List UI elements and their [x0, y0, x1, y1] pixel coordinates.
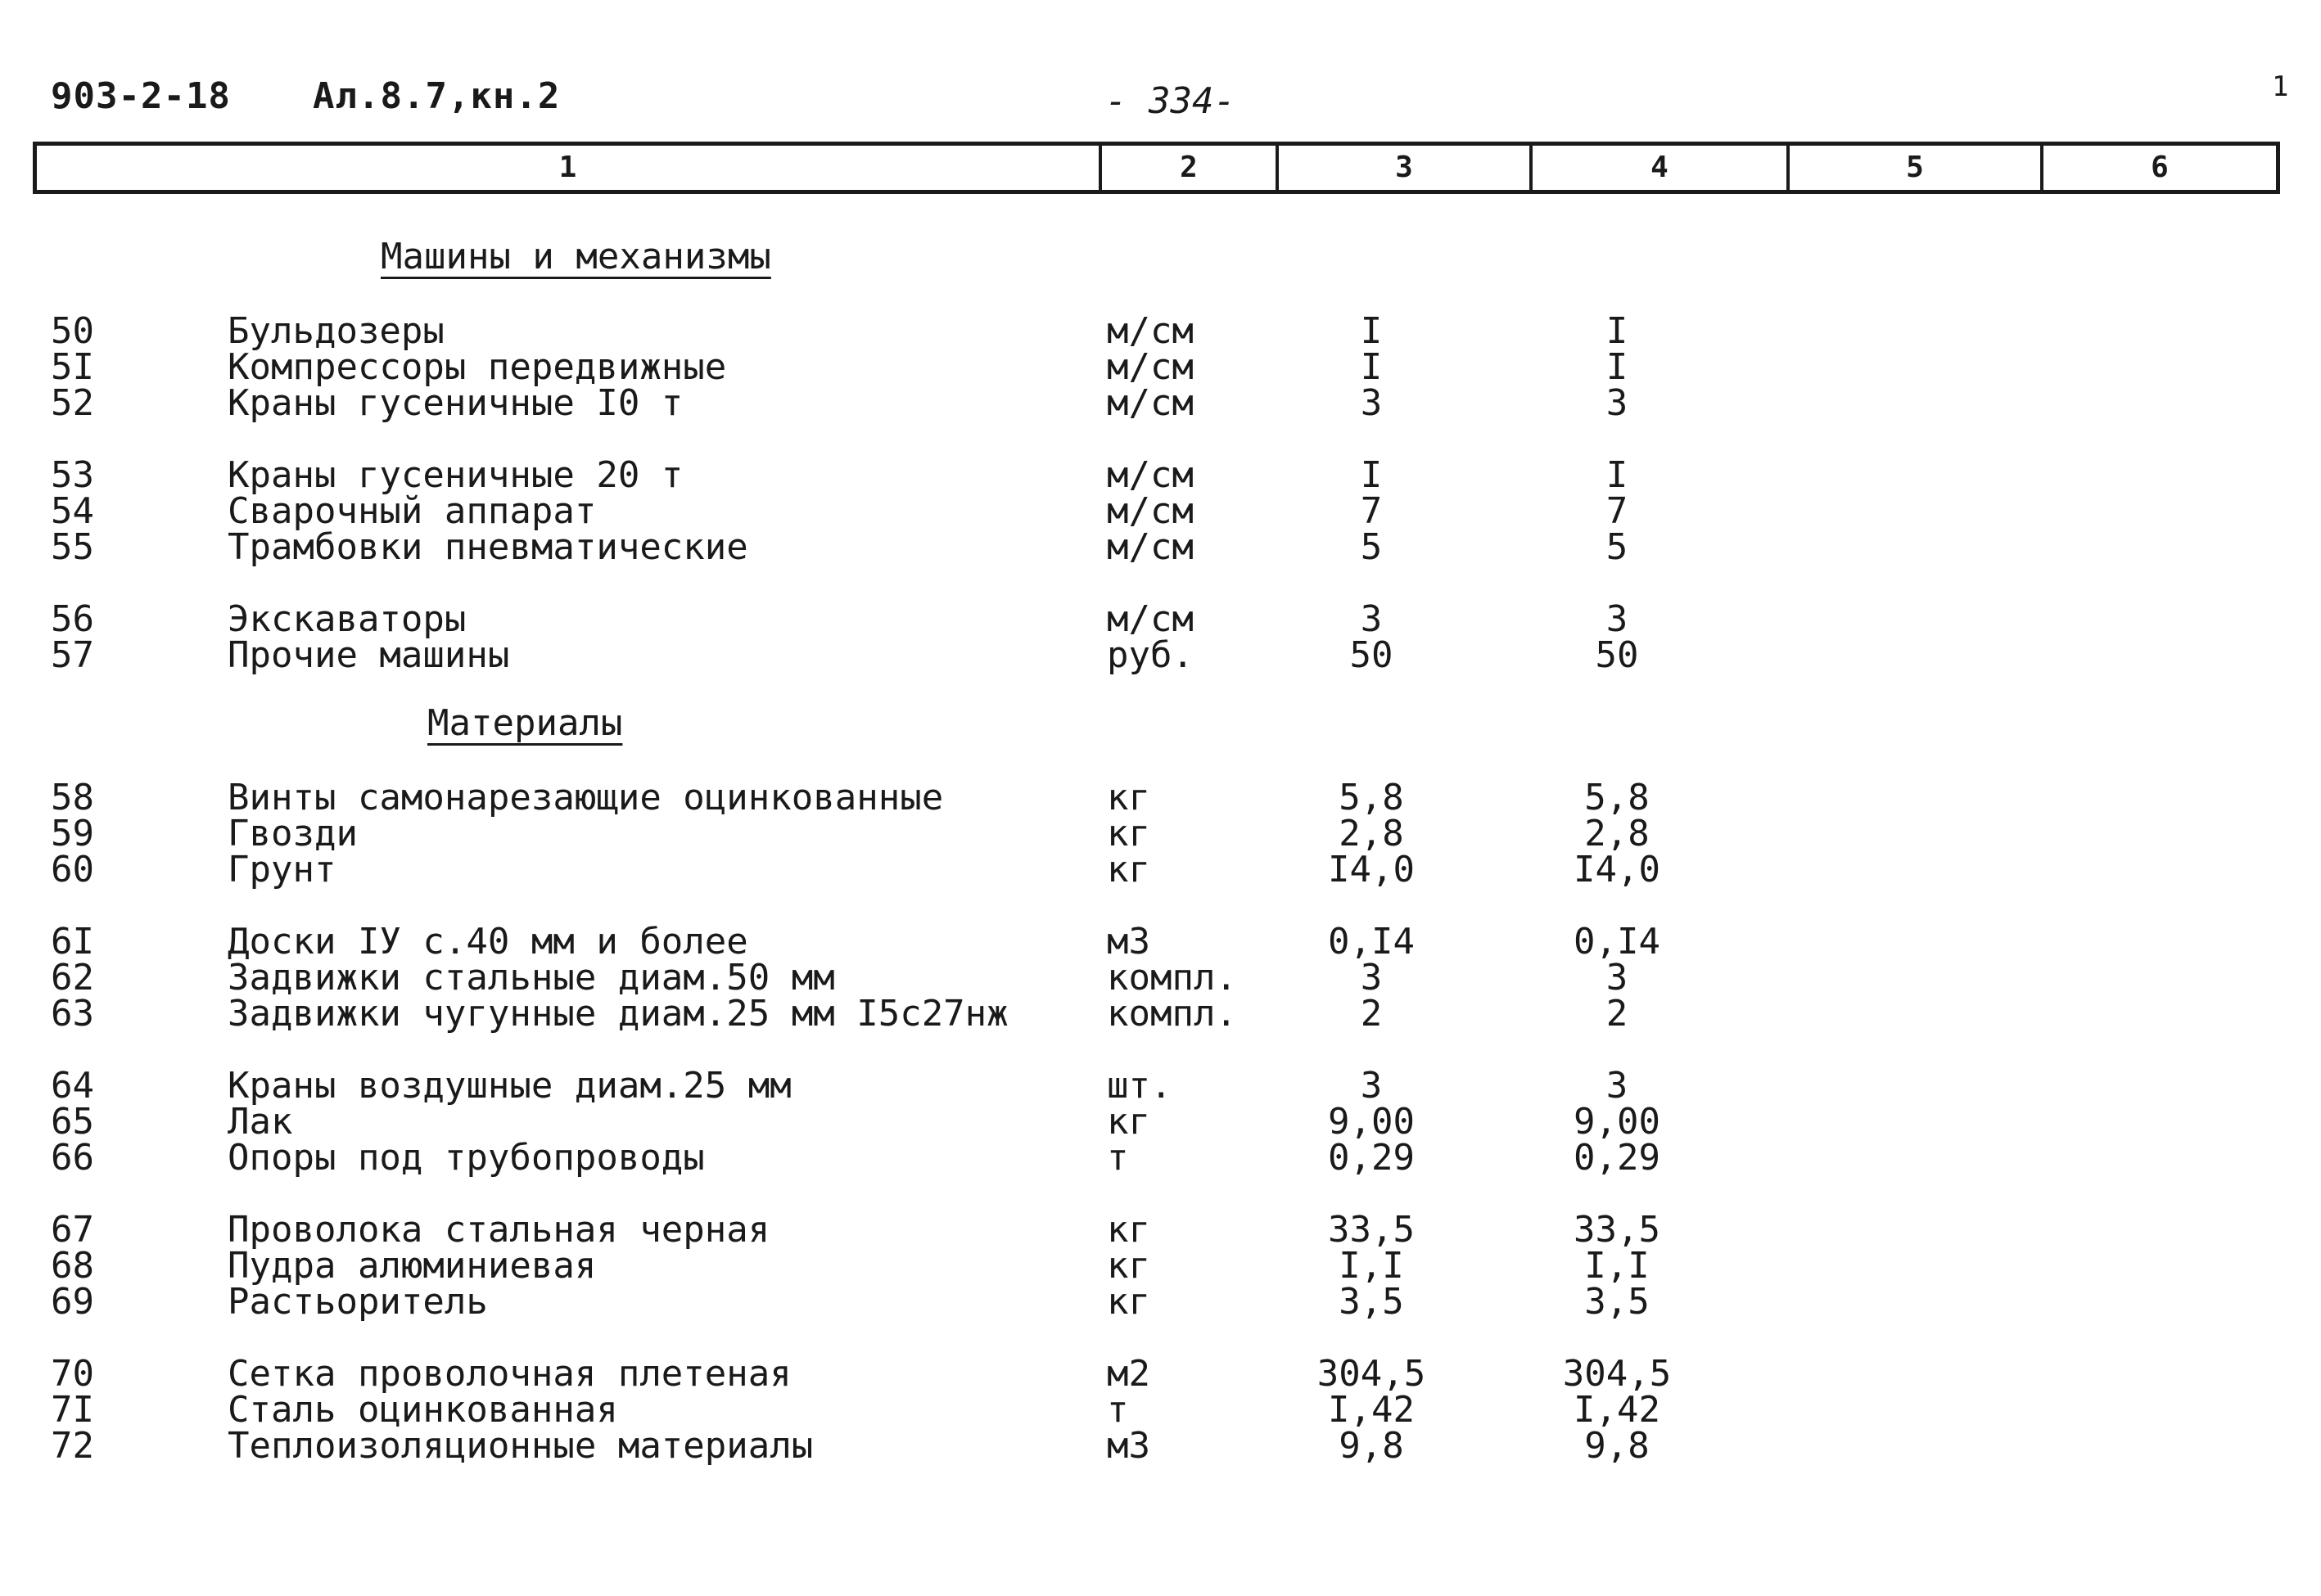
row-name: Лак	[228, 1101, 293, 1143]
row-number: 5I	[51, 346, 94, 388]
row-value-col3: 3,5	[1339, 1281, 1404, 1323]
row-value-col4: I	[1605, 346, 1628, 388]
row-name: Винты самонарезающие оцинкованные	[228, 777, 944, 818]
row-value-col4: 3,5	[1584, 1281, 1650, 1323]
row-number: 7I	[51, 1389, 94, 1431]
column-header-2: 2	[1180, 151, 1198, 184]
row-number: 58	[51, 777, 94, 818]
row-unit: м/см	[1107, 454, 1194, 496]
row-name: Пудра алюминиевая	[228, 1245, 597, 1287]
row-unit: м/см	[1107, 346, 1194, 388]
table-row	[0, 526, 2321, 568]
row-name: Теплоизоляционные материалы	[228, 1425, 814, 1467]
row-value-col3: I	[1360, 454, 1383, 496]
table-row	[0, 1247, 2321, 1285]
row-value-col3: 50	[1349, 634, 1393, 676]
row-unit: кг	[1107, 849, 1150, 890]
row-unit: компл.	[1107, 957, 1237, 999]
column-header-6: 6	[2151, 151, 2169, 184]
row-unit: кг	[1107, 777, 1150, 818]
table-row	[0, 995, 2321, 1033]
row-value-col4: I,42	[1574, 1389, 1660, 1431]
row-unit: т	[1107, 1389, 1129, 1431]
row-value-col3: 3	[1360, 957, 1383, 999]
table-row	[0, 310, 2321, 352]
section-title-machines: Машины и механизмы	[381, 236, 771, 277]
corner-mark: 1	[2272, 70, 2289, 103]
row-unit: кг	[1107, 1101, 1150, 1143]
row-number: 60	[51, 849, 94, 890]
column-header-3: 3	[1395, 151, 1413, 184]
row-number: 54	[51, 490, 94, 532]
row-number: 55	[51, 526, 94, 568]
row-unit: м/см	[1107, 526, 1194, 568]
row-value-col4: 3	[1605, 382, 1628, 424]
row-name: Задвижки чугунные диам.25 мм I5с27нж	[228, 993, 1009, 1035]
row-name: Краны гусеничные 20 т	[228, 454, 684, 496]
row-number: 53	[51, 454, 94, 496]
table-row	[0, 1391, 2321, 1429]
album-reference: Ал.8.7,кн.2	[313, 75, 561, 117]
row-value-col4: 50	[1595, 634, 1639, 676]
row-value-col3: 9,8	[1339, 1425, 1404, 1467]
table-row	[0, 454, 2321, 496]
row-unit: м/см	[1107, 310, 1194, 352]
row-unit: т	[1107, 1137, 1129, 1179]
row-value-col3: 2,8	[1339, 813, 1404, 854]
row-name: Проволока стальная черная	[228, 1209, 770, 1251]
row-name: Краны гусеничные I0 т	[228, 382, 684, 424]
row-value-col4: 5,8	[1584, 777, 1650, 818]
column-header-1: 1	[558, 151, 577, 184]
table-row	[0, 1103, 2321, 1141]
table-row	[0, 1211, 2321, 1249]
row-value-col3: 5	[1360, 526, 1383, 568]
row-unit: руб.	[1107, 634, 1194, 676]
table-row	[0, 382, 2321, 424]
row-value-col3: I4,0	[1328, 849, 1415, 890]
row-value-col3: 3	[1360, 1065, 1383, 1107]
row-name: Бульдозеры	[228, 310, 445, 352]
row-unit: м3	[1107, 921, 1150, 963]
row-name: Сварочный аппарат	[228, 490, 597, 532]
row-unit: кг	[1107, 813, 1150, 854]
row-value-col4: 3	[1605, 598, 1628, 640]
row-number: 63	[51, 993, 94, 1035]
row-name: Опоры под трубопроводы	[228, 1137, 705, 1179]
row-name: Сталь оцинкованная	[228, 1389, 618, 1431]
row-unit: кг	[1107, 1209, 1150, 1251]
row-name: Доски IУ с.40 мм и более	[228, 921, 748, 963]
row-number: 68	[51, 1245, 94, 1287]
row-value-col4: 7	[1605, 490, 1628, 532]
row-value-col4: 9,00	[1574, 1101, 1660, 1143]
row-value-col3: 3	[1360, 598, 1383, 640]
table-row	[0, 923, 2321, 961]
page-number: - 334-	[1105, 80, 1235, 122]
table-row	[0, 1355, 2321, 1393]
column-header-4: 4	[1650, 151, 1669, 184]
row-value-col4: I	[1605, 310, 1628, 352]
row-unit: м/см	[1107, 382, 1194, 424]
row-value-col3: I	[1360, 346, 1383, 388]
row-number: 59	[51, 813, 94, 854]
row-value-col3: 7	[1360, 490, 1383, 532]
row-name: Прочие машины	[228, 634, 510, 676]
table-row	[0, 1283, 2321, 1321]
column-header-bar	[33, 142, 2280, 194]
row-number: 65	[51, 1101, 94, 1143]
row-number: 50	[51, 310, 94, 352]
table-row	[0, 598, 2321, 640]
row-value-col3: 0,29	[1328, 1137, 1415, 1179]
row-value-col4: 2,8	[1584, 813, 1650, 854]
row-name: Трамбовки пневматические	[228, 526, 748, 568]
row-value-col3: 5,8	[1339, 777, 1404, 818]
table-row	[0, 1139, 2321, 1177]
table-row	[0, 815, 2321, 853]
row-name: Гвозди	[228, 813, 358, 854]
table-row	[0, 490, 2321, 532]
row-value-col4: I	[1605, 454, 1628, 496]
table-row	[0, 346, 2321, 388]
row-value-col4: 5	[1605, 526, 1628, 568]
row-value-col3: I,42	[1328, 1389, 1415, 1431]
row-number: 56	[51, 598, 94, 640]
row-number: 57	[51, 634, 94, 676]
row-unit: кг	[1107, 1245, 1150, 1287]
table-row	[0, 779, 2321, 817]
table-row	[0, 1427, 2321, 1465]
table-row	[0, 959, 2321, 997]
row-value-col3: I	[1360, 310, 1383, 352]
row-value-col3: I,I	[1339, 1245, 1404, 1287]
row-number: 69	[51, 1281, 94, 1323]
row-number: 67	[51, 1209, 94, 1251]
row-name: Компрессоры передвижные	[228, 346, 727, 388]
row-unit: м3	[1107, 1425, 1150, 1467]
table-row	[0, 851, 2321, 889]
row-name: Задвижки стальные диам.50 мм	[228, 957, 835, 999]
row-unit: кг	[1107, 1281, 1150, 1323]
row-unit: шт.	[1107, 1065, 1172, 1107]
row-number: 64	[51, 1065, 94, 1107]
row-value-col3: 2	[1360, 993, 1383, 1035]
row-unit: м/см	[1107, 490, 1194, 532]
row-value-col4: 304,5	[1562, 1353, 1672, 1395]
row-number: 72	[51, 1425, 94, 1467]
row-value-col3: 0,I4	[1328, 921, 1415, 963]
row-number: 52	[51, 382, 94, 424]
row-value-col4: 33,5	[1574, 1209, 1660, 1251]
row-number: 70	[51, 1353, 94, 1395]
document-code: 903-2-18	[51, 75, 231, 117]
row-name: Краны воздушные диам.25 мм	[228, 1065, 792, 1107]
row-unit: м/см	[1107, 598, 1194, 640]
row-value-col4: I,I	[1584, 1245, 1650, 1287]
row-unit: компл.	[1107, 993, 1237, 1035]
row-value-col3: 3	[1360, 382, 1383, 424]
row-unit: м2	[1107, 1353, 1150, 1395]
row-name: Экскаваторы	[228, 598, 467, 640]
table-row	[0, 634, 2321, 676]
column-header-5: 5	[1906, 151, 1924, 184]
row-value-col3: 9,00	[1328, 1101, 1415, 1143]
row-value-col3: 304,5	[1316, 1353, 1426, 1395]
section-title-materials: Материалы	[427, 702, 623, 744]
row-value-col3: 33,5	[1328, 1209, 1415, 1251]
row-number: 66	[51, 1137, 94, 1179]
row-value-col4: 2	[1605, 993, 1628, 1035]
row-name: Грунт	[228, 849, 336, 890]
row-value-col4: I4,0	[1574, 849, 1660, 890]
row-value-col4: 3	[1605, 957, 1628, 999]
row-value-col4: 3	[1605, 1065, 1628, 1107]
row-value-col4: 0,I4	[1574, 921, 1660, 963]
row-name: Растьоритель	[228, 1281, 488, 1323]
row-value-col4: 9,8	[1584, 1425, 1650, 1467]
row-name: Сетка проволочная плетеная	[228, 1353, 792, 1395]
row-value-col4: 0,29	[1574, 1137, 1660, 1179]
row-number: 62	[51, 957, 94, 999]
row-number: 6I	[51, 921, 94, 963]
table-row	[0, 1067, 2321, 1105]
